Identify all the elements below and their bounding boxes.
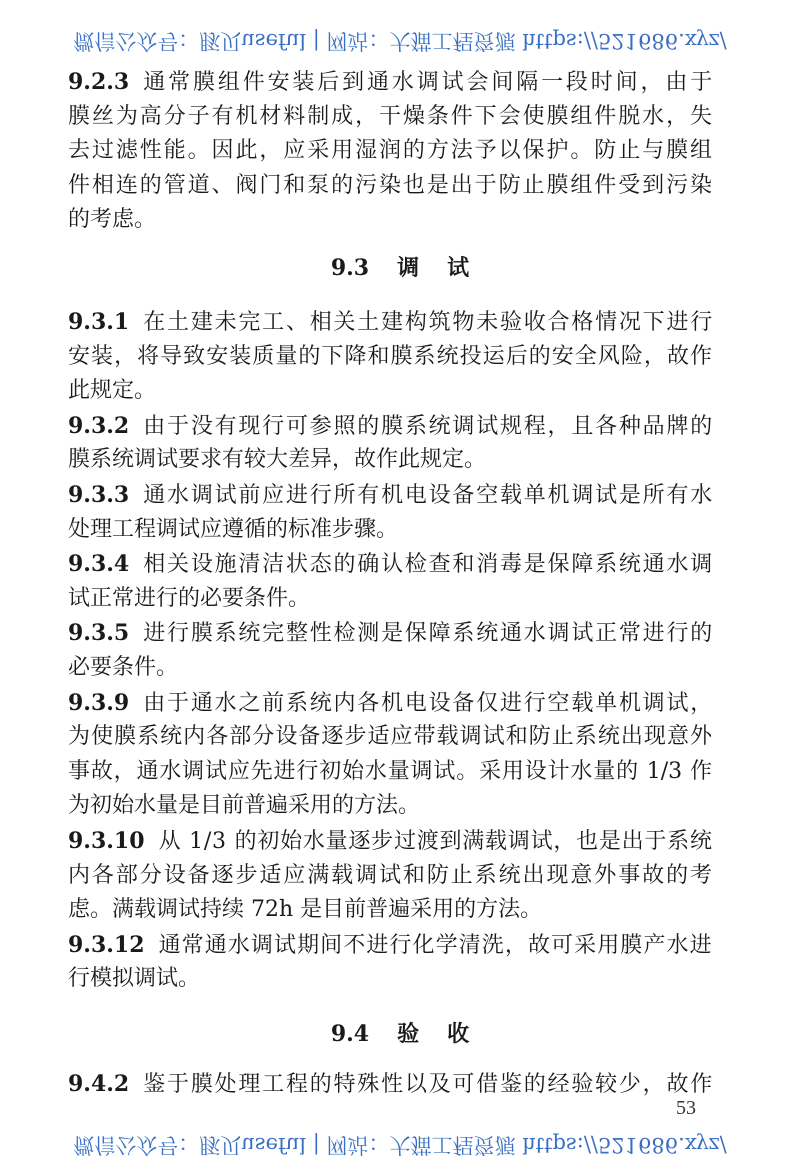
paragraph-line: 安装，将导致安装质量的下降和膜系统投运后的安全风险，故作 [68, 343, 712, 369]
clause-text: 由于没有现行可参照的膜系统调试规程，且各种品牌的 [143, 413, 715, 439]
paragraph-line [68, 482, 715, 508]
section-heading [0, 255, 800, 281]
clause-number: 9.3.1 [68, 309, 130, 335]
section-title-b: 收 [447, 1021, 470, 1047]
paragraph-line: 件相连的管道、阀门和泵的污染也是出于防止膜组件受到污染 [68, 172, 712, 198]
paragraph-line: 必要条件。 [68, 655, 179, 680]
watermark-top: 微信公众号：豚贝useful | 网站：大猫工程资源 https://521686.xyz/ [73, 29, 727, 53]
paragraph-line [68, 412, 715, 439]
paragraph-line [68, 828, 712, 854]
clause-number: 9.3.12 [68, 931, 145, 958]
clause-text: 鉴于膜处理工程的特殊性以及可借鉴的经验较少，故作 [143, 1072, 715, 1097]
clause-number: 9.3.10 [68, 828, 145, 854]
paragraph-line: 此规定。 [68, 378, 157, 404]
clause-number: 9.3.9 [68, 689, 130, 716]
paragraph-line [68, 309, 715, 335]
watermark-bottom: 微信公众号：豚贝useful | 网站：大猫工程资源 https://521686.xyz/ [73, 1133, 727, 1157]
paragraph-line: 膜系统调试要求有较大差异，故作此规定。 [68, 447, 487, 473]
paragraph-line: 的考虑。 [68, 207, 157, 233]
page-number: 53 [676, 1097, 696, 1119]
paragraph-line: 虑。满载调试持续 72h 是目前普遍采用的方法。 [68, 897, 543, 923]
paragraph-line [68, 620, 715, 647]
clause-text: 通常膜组件安装后到通水调试会间隔一段时间，由于 [143, 70, 716, 95]
clause-number: 9.2.3 [68, 69, 130, 95]
paragraph-line: 为使膜系统内各部分设备逐步适应带载调试和防止系统出现意外 [68, 724, 712, 750]
paragraph-line [68, 689, 715, 716]
paragraph-line [68, 551, 715, 578]
clause-number: 9.3.3 [68, 482, 130, 508]
clause-number: 9.3.5 [68, 620, 130, 647]
clause-text: 通水调试前应进行所有机电设备空载单机调试是所有水 [143, 483, 715, 508]
clause-number: 9.4.2 [68, 1071, 130, 1097]
paragraph-line: 去过滤性能。因此，应采用湿润的方法予以保护。防止与膜组 [68, 138, 712, 164]
paragraph-line: 行模拟调试。 [68, 966, 201, 992]
clause-text: 进行膜系统完整性检测是保障系统通水调试正常进行的 [143, 621, 715, 647]
clause-text: 从 1/3 的初始水量逐步过渡到满载调试，也是出于系统 [158, 829, 713, 854]
clause-number: 9.3.4 [68, 551, 130, 578]
paragraph-line: 膜丝为高分子有机材料制成，干燥条件下会使膜组件脱水，失 [68, 103, 712, 129]
section-number: 9.3 [330, 255, 370, 281]
paragraph-line: 内各部分设备逐步适应满载调试和防止系统出现意外事故的考 [68, 862, 712, 888]
section-heading [0, 1021, 800, 1047]
paragraph-line: 事故，通水调试应先进行初始水量调试。采用设计水量的 1/3 作 [68, 758, 712, 784]
paragraph-line [68, 69, 716, 95]
section-title-a: 调 [397, 255, 420, 281]
section-title-b: 试 [447, 255, 470, 281]
clause-text: 由于通水之前系统内各机电设备仅进行空载单机调试， [143, 690, 715, 716]
paragraph-line [68, 932, 712, 958]
section-title-a: 验 [397, 1021, 420, 1047]
paragraph-line: 试正常进行的必要条件。 [68, 585, 311, 611]
paragraph-line: 处理工程调试应遵循的标准步骤。 [68, 516, 399, 542]
clause-text: 在土建未完工、相关土建构筑物未验收合格情况下进行 [143, 310, 715, 335]
section-number: 9.4 [330, 1021, 370, 1047]
paragraph-line [68, 1071, 715, 1097]
paragraph-line: 为初始水量是目前普遍采用的方法。 [68, 793, 421, 819]
clause-text: 通常通水调试期间不进行化学清洗，故可采用膜产水进 [158, 932, 713, 958]
clause-number: 9.3.2 [68, 412, 130, 439]
clause-text: 相关设施清洁状态的确认检查和消毒是保障系统通水调 [143, 552, 715, 578]
